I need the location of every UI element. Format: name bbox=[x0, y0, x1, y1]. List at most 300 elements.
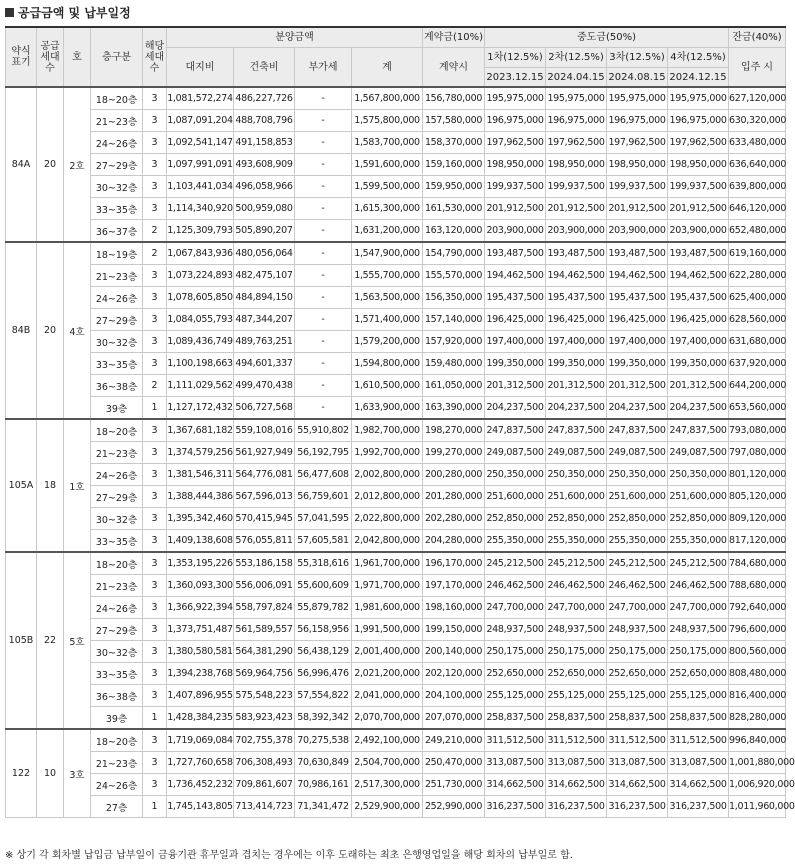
cell-building: 569,964,756 bbox=[234, 663, 295, 685]
cell-interim-4: 201,912,500 bbox=[668, 198, 729, 220]
cell-interim-2: 198,950,000 bbox=[546, 154, 607, 176]
cell-balance: 793,080,000 bbox=[729, 419, 786, 442]
cell-units: 3 bbox=[143, 198, 167, 220]
cell-balance: 619,160,000 bbox=[729, 242, 786, 265]
cell-deposit: 159,480,000 bbox=[423, 353, 485, 375]
cell-units: 3 bbox=[143, 353, 167, 375]
table-row bbox=[6, 132, 786, 154]
cell-units: 1 bbox=[143, 397, 167, 420]
cell-vat: - bbox=[295, 220, 352, 243]
cell-balance: 627,120,000 bbox=[729, 87, 786, 110]
cell-units: 3 bbox=[143, 508, 167, 530]
table-row bbox=[6, 641, 786, 663]
cell-interim-2: 193,487,500 bbox=[546, 242, 607, 265]
cell-land: 1,745,143,805 bbox=[167, 796, 234, 818]
cell-vat: - bbox=[295, 110, 352, 132]
cell-interim-4: 252,650,000 bbox=[668, 663, 729, 685]
cell-interim-2: 249,087,500 bbox=[546, 442, 607, 464]
cell-interim-3: 194,462,500 bbox=[607, 265, 668, 287]
table-row bbox=[6, 464, 786, 486]
cell-land: 1,736,452,232 bbox=[167, 774, 234, 796]
cell-interim-3: 196,975,000 bbox=[607, 110, 668, 132]
header-balance: 잔금(40%) bbox=[729, 27, 786, 48]
cell-vat: 55,600,609 bbox=[295, 575, 352, 597]
cell-building: 570,415,945 bbox=[234, 508, 295, 530]
cell-units: 3 bbox=[143, 287, 167, 309]
cell-floor-range: 36~37층 bbox=[91, 220, 143, 243]
cell-interim-1: 203,900,000 bbox=[485, 220, 546, 243]
cell-interim-1: 194,462,500 bbox=[485, 265, 546, 287]
cell-interim-2: 245,212,500 bbox=[546, 552, 607, 575]
cell-land: 1,366,922,394 bbox=[167, 597, 234, 619]
cell-balance: 792,640,000 bbox=[729, 597, 786, 619]
table-row bbox=[6, 331, 786, 353]
cell-building: 567,596,013 bbox=[234, 486, 295, 508]
cell-interim-2: 197,400,000 bbox=[546, 331, 607, 353]
cell-units: 3 bbox=[143, 132, 167, 154]
cell-interim-1: 258,837,500 bbox=[485, 707, 546, 730]
cell-vat: 55,318,616 bbox=[295, 552, 352, 575]
cell-interim-4: 199,350,000 bbox=[668, 353, 729, 375]
table-row bbox=[6, 796, 786, 818]
cell-interim-1: 201,912,500 bbox=[485, 198, 546, 220]
cell-interim-2: 252,850,000 bbox=[546, 508, 607, 530]
table-row bbox=[6, 198, 786, 220]
header-units: 해당 세대 수 bbox=[143, 27, 167, 87]
header-interim-4: 4차(12.5%) bbox=[668, 48, 729, 68]
cell-building: 564,381,290 bbox=[234, 641, 295, 663]
cell-deposit: 199,150,000 bbox=[423, 619, 485, 641]
cell-deposit: 161,050,000 bbox=[423, 375, 485, 397]
cell-interim-4: 194,462,500 bbox=[668, 265, 729, 287]
cell-floor-range: 30~32층 bbox=[91, 331, 143, 353]
cell-floor-range: 33~35층 bbox=[91, 530, 143, 553]
cell-balance: 816,400,000 bbox=[729, 685, 786, 707]
cell-interim-4: 204,237,500 bbox=[668, 397, 729, 420]
footnote: ※ 상기 각 회차별 납입금 납부일이 금융기관 휴무일과 겹치는 경우에는 이후 도래하는 최초 은행영업일을 해당 회차의 납부일로 함. bbox=[5, 850, 573, 861]
cell-vat: 70,275,538 bbox=[295, 729, 352, 752]
header-interim-3: 3차(12.5%) bbox=[607, 48, 668, 68]
cell-interim-4: 245,212,500 bbox=[668, 552, 729, 575]
cell-land: 1,125,309,793 bbox=[167, 220, 234, 243]
cell-floor-range: 36~38층 bbox=[91, 685, 143, 707]
cell-interim-1: 245,212,500 bbox=[485, 552, 546, 575]
cell-balance: 625,400,000 bbox=[729, 287, 786, 309]
cell-units: 3 bbox=[143, 663, 167, 685]
cell-vat: 57,041,595 bbox=[295, 508, 352, 530]
cell-total: 1,971,700,000 bbox=[352, 575, 423, 597]
cell-balance: 646,120,000 bbox=[729, 198, 786, 220]
cell-units: 3 bbox=[143, 752, 167, 774]
cell-interim-3: 247,837,500 bbox=[607, 419, 668, 442]
cell-balance: 801,120,000 bbox=[729, 464, 786, 486]
cell-units: 3 bbox=[143, 619, 167, 641]
table-row bbox=[6, 552, 786, 575]
cell-total: 1,615,300,000 bbox=[352, 198, 423, 220]
cell-floor-range: 18~20층 bbox=[91, 552, 143, 575]
cell-interim-2: 255,125,000 bbox=[546, 685, 607, 707]
cell-type-mark: 105B bbox=[6, 552, 37, 729]
cell-land: 1,100,198,663 bbox=[167, 353, 234, 375]
cell-land: 1,428,384,235 bbox=[167, 707, 234, 730]
cell-units: 3 bbox=[143, 486, 167, 508]
cell-land: 1,407,896,955 bbox=[167, 685, 234, 707]
cell-total: 1,599,500,000 bbox=[352, 176, 423, 198]
cell-interim-2: 250,350,000 bbox=[546, 464, 607, 486]
cell-interim-3: 199,937,500 bbox=[607, 176, 668, 198]
table-row bbox=[6, 265, 786, 287]
cell-interim-3: 311,512,500 bbox=[607, 729, 668, 752]
cell-interim-2: 252,650,000 bbox=[546, 663, 607, 685]
cell-vat: - bbox=[295, 265, 352, 287]
cell-building: 713,414,723 bbox=[234, 796, 295, 818]
cell-vat: 56,158,956 bbox=[295, 619, 352, 641]
cell-interim-3: 195,975,000 bbox=[607, 87, 668, 110]
cell-land: 1,073,224,893 bbox=[167, 265, 234, 287]
cell-floor-range: 27~29층 bbox=[91, 619, 143, 641]
cell-interim-3: 252,650,000 bbox=[607, 663, 668, 685]
cell-interim-3: 245,212,500 bbox=[607, 552, 668, 575]
cell-interim-3: 255,350,000 bbox=[607, 530, 668, 553]
cell-units: 3 bbox=[143, 552, 167, 575]
cell-total: 2,504,700,000 bbox=[352, 752, 423, 774]
cell-total: 1,591,600,000 bbox=[352, 154, 423, 176]
cell-land: 1,089,436,749 bbox=[167, 331, 234, 353]
cell-land: 1,395,342,460 bbox=[167, 508, 234, 530]
cell-vat: 56,996,476 bbox=[295, 663, 352, 685]
cell-total: 2,070,700,000 bbox=[352, 707, 423, 730]
header-total: 계 bbox=[352, 48, 423, 88]
cell-interim-3: 197,400,000 bbox=[607, 331, 668, 353]
cell-interim-2: 194,462,500 bbox=[546, 265, 607, 287]
cell-floor-range: 27~29층 bbox=[91, 154, 143, 176]
cell-ho: 5호 bbox=[64, 552, 91, 729]
cell-interim-2: 196,975,000 bbox=[546, 110, 607, 132]
cell-building: 499,470,438 bbox=[234, 375, 295, 397]
cell-supply-units: 10 bbox=[37, 729, 64, 818]
cell-balance: 817,120,000 bbox=[729, 530, 786, 553]
table-row bbox=[6, 220, 786, 243]
cell-land: 1,367,681,182 bbox=[167, 419, 234, 442]
cell-interim-2: 313,087,500 bbox=[546, 752, 607, 774]
cell-interim-3: 258,837,500 bbox=[607, 707, 668, 730]
table-row bbox=[6, 729, 786, 752]
cell-type-mark: 122 bbox=[6, 729, 37, 818]
cell-land: 1,360,093,300 bbox=[167, 575, 234, 597]
cell-interim-2: 197,962,500 bbox=[546, 132, 607, 154]
cell-interim-4: 195,437,500 bbox=[668, 287, 729, 309]
cell-deposit: 163,120,000 bbox=[423, 220, 485, 243]
cell-floor-range: 30~32층 bbox=[91, 641, 143, 663]
cell-total: 2,001,400,000 bbox=[352, 641, 423, 663]
cell-land: 1,380,580,581 bbox=[167, 641, 234, 663]
cell-interim-4: 248,937,500 bbox=[668, 619, 729, 641]
cell-interim-3: 197,962,500 bbox=[607, 132, 668, 154]
cell-interim-2: 195,437,500 bbox=[546, 287, 607, 309]
cell-total: 1,992,700,000 bbox=[352, 442, 423, 464]
cell-land: 1,111,029,562 bbox=[167, 375, 234, 397]
cell-balance: 788,680,000 bbox=[729, 575, 786, 597]
table-row bbox=[6, 774, 786, 796]
cell-deposit: 201,280,000 bbox=[423, 486, 485, 508]
cell-deposit: 207,070,000 bbox=[423, 707, 485, 730]
cell-total: 2,012,800,000 bbox=[352, 486, 423, 508]
table-row bbox=[6, 508, 786, 530]
cell-interim-3: 314,662,500 bbox=[607, 774, 668, 796]
cell-balance: 652,480,000 bbox=[729, 220, 786, 243]
cell-interim-4: 195,975,000 bbox=[668, 87, 729, 110]
cell-land: 1,727,760,658 bbox=[167, 752, 234, 774]
cell-interim-4: 311,512,500 bbox=[668, 729, 729, 752]
cell-floor-range: 36~38층 bbox=[91, 375, 143, 397]
cell-units: 3 bbox=[143, 464, 167, 486]
cell-interim-4: 258,837,500 bbox=[668, 707, 729, 730]
cell-interim-1: 193,487,500 bbox=[485, 242, 546, 265]
cell-building: 564,776,081 bbox=[234, 464, 295, 486]
cell-deposit: 158,370,000 bbox=[423, 132, 485, 154]
cell-interim-1: 314,662,500 bbox=[485, 774, 546, 796]
cell-land: 1,353,195,226 bbox=[167, 552, 234, 575]
cell-interim-3: 316,237,500 bbox=[607, 796, 668, 818]
cell-vat: - bbox=[295, 309, 352, 331]
cell-interim-4: 313,087,500 bbox=[668, 752, 729, 774]
cell-vat: 58,392,342 bbox=[295, 707, 352, 730]
cell-balance: 630,320,000 bbox=[729, 110, 786, 132]
cell-interim-3: 252,850,000 bbox=[607, 508, 668, 530]
cell-building: 489,763,251 bbox=[234, 331, 295, 353]
cell-total: 1,981,600,000 bbox=[352, 597, 423, 619]
cell-building: 505,890,207 bbox=[234, 220, 295, 243]
cell-interim-2: 201,912,500 bbox=[546, 198, 607, 220]
cell-interim-4: 203,900,000 bbox=[668, 220, 729, 243]
cell-floor-range: 33~35층 bbox=[91, 353, 143, 375]
cell-interim-3: 247,700,000 bbox=[607, 597, 668, 619]
cell-total: 2,002,800,000 bbox=[352, 464, 423, 486]
cell-balance: 796,600,000 bbox=[729, 619, 786, 641]
table-row bbox=[6, 375, 786, 397]
cell-floor-range: 21~23층 bbox=[91, 575, 143, 597]
cell-interim-1: 250,350,000 bbox=[485, 464, 546, 486]
cell-units: 3 bbox=[143, 309, 167, 331]
cell-vat: 56,477,608 bbox=[295, 464, 352, 486]
table-row bbox=[6, 486, 786, 508]
cell-units: 3 bbox=[143, 265, 167, 287]
cell-interim-1: 252,650,000 bbox=[485, 663, 546, 685]
cell-building: 486,227,726 bbox=[234, 87, 295, 110]
cell-building: 575,548,223 bbox=[234, 685, 295, 707]
cell-supply-units: 22 bbox=[37, 552, 64, 729]
cell-interim-2: 258,837,500 bbox=[546, 707, 607, 730]
cell-interim-4: 250,175,000 bbox=[668, 641, 729, 663]
table-row bbox=[6, 110, 786, 132]
cell-interim-3: 196,425,000 bbox=[607, 309, 668, 331]
cell-interim-3: 193,487,500 bbox=[607, 242, 668, 265]
cell-balance: 628,560,000 bbox=[729, 309, 786, 331]
table-row bbox=[6, 597, 786, 619]
header-sale-price: 분양금액 bbox=[167, 27, 423, 48]
cell-building: 488,708,796 bbox=[234, 110, 295, 132]
section-title-text: 공급금액 및 납부일정 bbox=[18, 6, 131, 20]
table-header bbox=[6, 27, 786, 87]
cell-deposit: 157,920,000 bbox=[423, 331, 485, 353]
cell-deposit: 159,160,000 bbox=[423, 154, 485, 176]
cell-floor-range: 21~23층 bbox=[91, 265, 143, 287]
cell-balance: 808,480,000 bbox=[729, 663, 786, 685]
cell-interim-3: 250,350,000 bbox=[607, 464, 668, 486]
cell-vat: - bbox=[295, 397, 352, 420]
cell-building: 482,475,107 bbox=[234, 265, 295, 287]
cell-interim-4: 251,600,000 bbox=[668, 486, 729, 508]
cell-deposit: 159,950,000 bbox=[423, 176, 485, 198]
cell-units: 3 bbox=[143, 729, 167, 752]
cell-vat: 56,438,129 bbox=[295, 641, 352, 663]
table-body bbox=[6, 87, 795, 818]
cell-interim-1: 246,462,500 bbox=[485, 575, 546, 597]
cell-interim-1: 255,125,000 bbox=[485, 685, 546, 707]
cell-floor-range: 24~26층 bbox=[91, 464, 143, 486]
cell-total: 2,041,000,000 bbox=[352, 685, 423, 707]
cell-balance: 636,640,000 bbox=[729, 154, 786, 176]
cell-deposit: 197,170,000 bbox=[423, 575, 485, 597]
cell-units: 3 bbox=[143, 685, 167, 707]
cell-vat: - bbox=[295, 331, 352, 353]
cell-units: 1 bbox=[143, 707, 167, 730]
cell-vat: - bbox=[295, 176, 352, 198]
cell-interim-4: 196,425,000 bbox=[668, 309, 729, 331]
cell-interim-3: 201,912,500 bbox=[607, 198, 668, 220]
cell-deposit: 200,280,000 bbox=[423, 464, 485, 486]
cell-interim-2: 316,237,500 bbox=[546, 796, 607, 818]
cell-interim-4: 197,400,000 bbox=[668, 331, 729, 353]
cell-floor-range: 18~19층 bbox=[91, 242, 143, 265]
cell-interim-3: 249,087,500 bbox=[607, 442, 668, 464]
header-vat: 부가세 bbox=[295, 48, 352, 88]
cell-interim-1: 255,350,000 bbox=[485, 530, 546, 553]
cell-vat: - bbox=[295, 154, 352, 176]
cell-balance: 800,560,000 bbox=[729, 641, 786, 663]
header-floor-range: 층구분 bbox=[91, 27, 143, 87]
cell-interim-2: 247,837,500 bbox=[546, 419, 607, 442]
cell-interim-2: 314,662,500 bbox=[546, 774, 607, 796]
cell-units: 1 bbox=[143, 796, 167, 818]
cell-interim-2: 251,600,000 bbox=[546, 486, 607, 508]
cell-building: 487,344,207 bbox=[234, 309, 295, 331]
cell-building: 702,755,378 bbox=[234, 729, 295, 752]
table-row bbox=[6, 575, 786, 597]
cell-building: 576,055,811 bbox=[234, 530, 295, 553]
cell-total: 1,594,800,000 bbox=[352, 353, 423, 375]
cell-units: 3 bbox=[143, 530, 167, 553]
cell-type-mark: 84B bbox=[6, 242, 37, 419]
cell-supply-units: 20 bbox=[37, 242, 64, 419]
table-row bbox=[6, 442, 786, 464]
cell-vat: 57,554,822 bbox=[295, 685, 352, 707]
cell-units: 3 bbox=[143, 597, 167, 619]
header-date-2: 2024.04.15 bbox=[546, 68, 607, 88]
header-at-movein: 입주 시 bbox=[729, 48, 786, 88]
cell-vat: - bbox=[295, 287, 352, 309]
header-supply-units: 공급 세대 수 bbox=[37, 27, 64, 87]
cell-deposit: 156,780,000 bbox=[423, 87, 485, 110]
cell-balance: 631,680,000 bbox=[729, 331, 786, 353]
cell-units: 3 bbox=[143, 176, 167, 198]
cell-balance: 1,006,920,000 bbox=[729, 774, 786, 796]
cell-units: 2 bbox=[143, 375, 167, 397]
cell-interim-2: 195,975,000 bbox=[546, 87, 607, 110]
table-row bbox=[6, 663, 786, 685]
cell-total: 2,517,300,000 bbox=[352, 774, 423, 796]
cell-vat: - bbox=[295, 242, 352, 265]
cell-interim-2: 250,175,000 bbox=[546, 641, 607, 663]
cell-interim-1: 252,850,000 bbox=[485, 508, 546, 530]
cell-deposit: 155,570,000 bbox=[423, 265, 485, 287]
cell-building: 500,959,080 bbox=[234, 198, 295, 220]
cell-balance: 784,680,000 bbox=[729, 552, 786, 575]
cell-total: 1,631,200,000 bbox=[352, 220, 423, 243]
table-row bbox=[6, 707, 786, 730]
cell-interim-1: 247,837,500 bbox=[485, 419, 546, 442]
cell-building: 558,797,824 bbox=[234, 597, 295, 619]
cell-floor-range: 33~35층 bbox=[91, 198, 143, 220]
cell-interim-3: 250,175,000 bbox=[607, 641, 668, 663]
cell-interim-4: 314,662,500 bbox=[668, 774, 729, 796]
cell-vat: 56,192,795 bbox=[295, 442, 352, 464]
cell-total: 1,563,500,000 bbox=[352, 287, 423, 309]
cell-deposit: 202,280,000 bbox=[423, 508, 485, 530]
cell-total: 1,571,400,000 bbox=[352, 309, 423, 331]
cell-land: 1,084,055,793 bbox=[167, 309, 234, 331]
cell-floor-range: 30~32층 bbox=[91, 176, 143, 198]
header-building: 건축비 bbox=[234, 48, 295, 88]
cell-deposit: 199,270,000 bbox=[423, 442, 485, 464]
cell-interim-4: 201,312,500 bbox=[668, 375, 729, 397]
cell-units: 3 bbox=[143, 87, 167, 110]
cell-building: 561,589,557 bbox=[234, 619, 295, 641]
cell-interim-4: 246,462,500 bbox=[668, 575, 729, 597]
cell-interim-1: 199,350,000 bbox=[485, 353, 546, 375]
cell-interim-3: 195,437,500 bbox=[607, 287, 668, 309]
cell-deposit: 198,270,000 bbox=[423, 419, 485, 442]
cell-building: 496,058,966 bbox=[234, 176, 295, 198]
cell-interim-2: 246,462,500 bbox=[546, 575, 607, 597]
cell-deposit: 157,580,000 bbox=[423, 110, 485, 132]
cell-total: 1,991,500,000 bbox=[352, 619, 423, 641]
cell-building: 506,727,568 bbox=[234, 397, 295, 420]
cell-deposit: 200,140,000 bbox=[423, 641, 485, 663]
cell-vat: 55,879,782 bbox=[295, 597, 352, 619]
cell-interim-1: 250,175,000 bbox=[485, 641, 546, 663]
cell-building: 480,056,064 bbox=[234, 242, 295, 265]
table-row bbox=[6, 353, 786, 375]
cell-land: 1,394,238,768 bbox=[167, 663, 234, 685]
header-at-contract: 계약시 bbox=[423, 48, 485, 88]
cell-deposit: 161,530,000 bbox=[423, 198, 485, 220]
cell-land: 1,081,572,274 bbox=[167, 87, 234, 110]
cell-vat: 55,910,802 bbox=[295, 419, 352, 442]
cell-type-mark: 84A bbox=[6, 87, 37, 242]
cell-land: 1,127,172,432 bbox=[167, 397, 234, 420]
cell-vat: - bbox=[295, 87, 352, 110]
cell-units: 3 bbox=[143, 331, 167, 353]
cell-floor-range: 24~26층 bbox=[91, 597, 143, 619]
table-row bbox=[6, 154, 786, 176]
cell-interim-4: 247,837,500 bbox=[668, 419, 729, 442]
header-land: 대지비 bbox=[167, 48, 234, 88]
cell-interim-4: 255,350,000 bbox=[668, 530, 729, 553]
cell-interim-4: 252,850,000 bbox=[668, 508, 729, 530]
cell-supply-units: 18 bbox=[37, 419, 64, 552]
cell-floor-range: 18~20층 bbox=[91, 419, 143, 442]
